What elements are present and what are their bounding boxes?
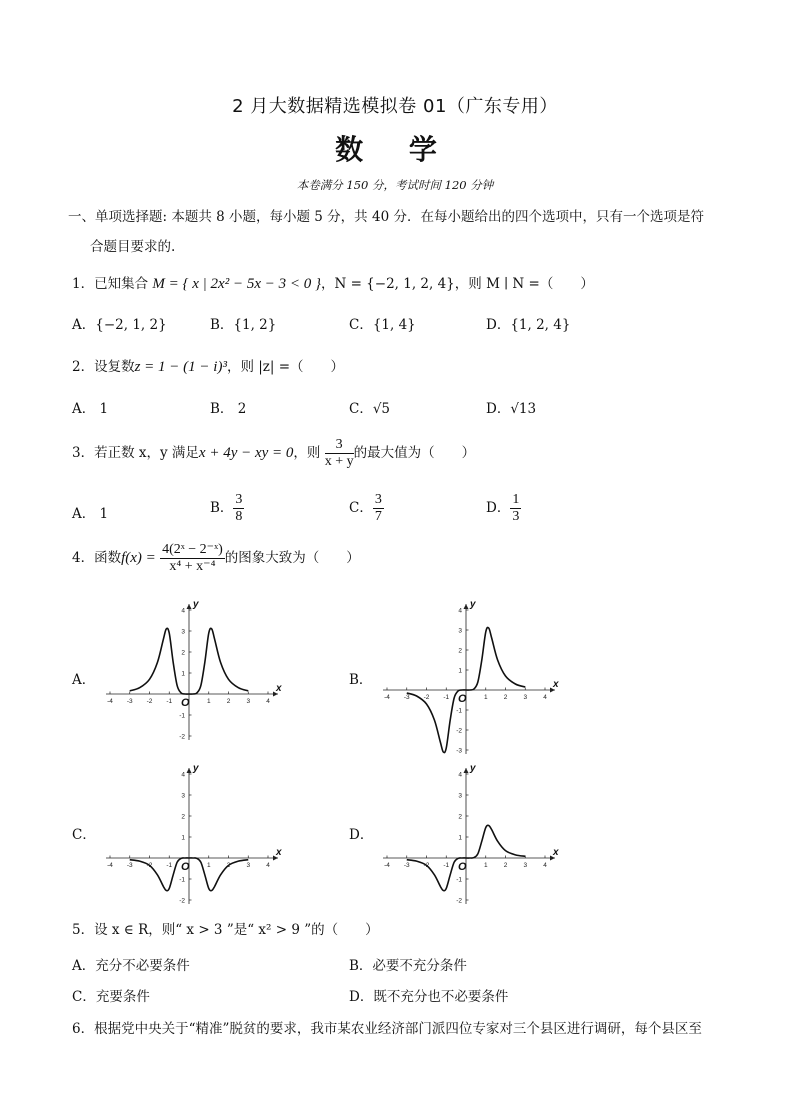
y-tick-label: -2: [456, 897, 462, 905]
x-tick-label: -2: [146, 698, 153, 705]
q3-option-b[interactable]: [210, 492, 244, 525]
q2-option-d[interactable]: D．√13: [486, 401, 537, 417]
q1-option-d[interactable]: D．{1, 2, 4}: [486, 317, 571, 333]
x-tick-label: -3: [403, 862, 410, 869]
question-4: [72, 542, 360, 575]
q4-option-c[interactable]: C．: [72, 827, 96, 843]
origin-label: O: [458, 861, 467, 873]
x-tick-label: -1: [443, 862, 450, 869]
x-tick-label: 4: [266, 698, 270, 705]
question-5: 5．设 x ∈ R，则“ x > 3 ”是“ x² > 9 ”的（ ）: [72, 922, 379, 938]
graph-b: [375, 600, 565, 762]
y-axis-arrow: [464, 768, 469, 773]
q3-b-den: 8: [235, 509, 243, 524]
section-heading-line1: 一、单项选择题: 本题共 8 小题，每小题 5 分，共 40 分．在每小题给出的四个选项中，只有一个选项是符: [68, 209, 704, 225]
x-axis-label: x: [276, 683, 282, 694]
q2-prefix: 2．设复数: [72, 359, 135, 375]
q5-option-a[interactable]: A．充分不必要条件: [72, 958, 190, 974]
y-tick-label: -2: [456, 727, 462, 735]
q2-option-b[interactable]: B． 2: [210, 401, 247, 417]
q4-den: x⁴ + x⁻⁴: [169, 559, 216, 574]
q3-fraction: [325, 437, 354, 470]
graph-d: [375, 764, 565, 912]
question-2: [72, 355, 344, 376]
y-tick-label: 4: [181, 607, 185, 615]
q3-option-c[interactable]: [349, 492, 384, 525]
q2-tail: ，则 |z| =（ ）: [226, 359, 345, 375]
x-tick-label: 4: [543, 694, 547, 701]
y-tick-label: 1: [458, 667, 462, 675]
y-tick-label: -1: [456, 707, 462, 715]
q1-set-n: ，N = {−2, 1, 2, 4}: [320, 276, 455, 292]
q4-option-b[interactable]: B．: [349, 672, 373, 688]
exam-title: 2 月大数据精选模拟卷 01（广东专用）: [232, 96, 558, 117]
q1-tail: ，则 M ∣ N =（ ）: [454, 276, 594, 292]
x-tick-label: 3: [523, 862, 528, 869]
y-tick-label: -2: [179, 733, 185, 741]
y-axis-label: y: [470, 764, 476, 774]
x-tick-label: -3: [403, 694, 410, 701]
x-tick-label: -4: [384, 694, 390, 701]
q3-condition: x + 4y − xy = 0: [198, 445, 294, 461]
x-tick-label: -2: [423, 694, 430, 701]
q3-option-d-label: D．: [486, 500, 511, 516]
x-tick-label: 2: [503, 694, 508, 701]
x-tick-label: -2: [146, 862, 153, 869]
x-tick-label: -1: [443, 694, 450, 701]
y-tick-label: 4: [458, 771, 462, 779]
x-tick-label: 1: [483, 694, 488, 701]
x-tick-label: 1: [206, 698, 211, 705]
graph-c: [98, 764, 288, 912]
q1-prefix: 1．已知集合: [72, 276, 149, 292]
q3-option-b-label: B．: [210, 500, 234, 516]
x-tick-label: 3: [523, 694, 528, 701]
q3-c-num: 3: [374, 492, 382, 507]
x-tick-label: -4: [107, 862, 113, 869]
x-tick-label: 4: [266, 862, 270, 869]
q3-prefix: 3．若正数 x，y 满足: [72, 445, 199, 461]
subject-title: 数 学: [335, 133, 455, 166]
y-tick-label: 4: [458, 607, 462, 615]
x-tick-label: 2: [226, 698, 231, 705]
y-tick-label: 4: [181, 771, 185, 779]
q3-option-c-label: C．: [349, 500, 373, 516]
y-axis-label: y: [193, 764, 199, 774]
y-tick-label: -2: [179, 897, 185, 905]
question-6: 6．根据党中央关于“精准”脱贫的要求，我市某农业经济部门派四位专家对三个县区进行调研，每个县区至: [72, 1021, 702, 1037]
q4-option-a[interactable]: A．: [72, 672, 96, 688]
x-tick-label: -4: [107, 698, 113, 705]
y-tick-label: -1: [456, 876, 462, 884]
x-tick-label: -4: [384, 862, 390, 869]
q3-option-d[interactable]: [486, 492, 521, 525]
y-tick-label: 2: [181, 813, 185, 821]
x-tick-label: 1: [483, 862, 488, 869]
q2-option-a[interactable]: A． 1: [72, 401, 109, 417]
y-tick-label: 3: [458, 792, 462, 800]
y-tick-label: 1: [181, 834, 185, 842]
q1-set-m: M = { x | 2x² − 5x − 3 < 0 }: [152, 276, 321, 292]
q1-option-c[interactable]: C．{1, 4}: [349, 317, 416, 333]
origin-label: O: [181, 861, 190, 873]
y-axis-arrow: [187, 604, 192, 609]
y-tick-label: 3: [458, 627, 462, 635]
x-tick-label: 2: [503, 862, 508, 869]
origin-label: O: [458, 693, 467, 705]
x-axis-label: x: [553, 679, 559, 690]
x-tick-label: -3: [126, 862, 133, 869]
q4-tail: 的图象大致为（ ）: [224, 550, 360, 566]
y-tick-label: -1: [179, 876, 185, 884]
x-tick-label: 2: [226, 862, 231, 869]
section-heading-line2: 合题目要求的.: [90, 239, 176, 255]
y-tick-label: 1: [458, 834, 462, 842]
q4-num: 4(2ˣ − 2⁻ˣ): [162, 542, 223, 557]
x-tick-label: -1: [166, 862, 173, 869]
y-axis-label: y: [193, 600, 199, 610]
q4-fx: f(x) =: [121, 550, 156, 566]
y-tick-label: 2: [458, 813, 462, 821]
q3-mid: ，则: [293, 445, 321, 461]
x-tick-label: -1: [166, 698, 173, 705]
x-tick-label: 1: [206, 862, 211, 869]
q1-option-a[interactable]: A．{−2, 1, 2}: [72, 317, 167, 333]
y-tick-label: -1: [179, 712, 185, 720]
q5-option-b[interactable]: B．必要不充分条件: [349, 958, 467, 974]
y-tick-label: 2: [458, 647, 462, 655]
y-tick-label: 3: [181, 792, 185, 800]
q2-option-c[interactable]: C．√5: [349, 401, 391, 417]
q1-option-b[interactable]: B．{1, 2}: [210, 317, 277, 333]
q3-c-den: 7: [374, 509, 382, 524]
y-tick-label: 3: [181, 628, 185, 636]
x-tick-label: 3: [246, 862, 251, 869]
question-3: [72, 437, 475, 470]
graph-a: [98, 600, 288, 748]
x-tick-label: 4: [543, 862, 547, 869]
y-axis-arrow: [464, 604, 469, 609]
q3-tail: 的最大值为（ ）: [353, 445, 476, 461]
q3-b-num: 3: [235, 492, 243, 507]
q4-fraction: [160, 542, 225, 575]
q3-d-den: 3: [512, 509, 520, 524]
q5-option-c[interactable]: C．充要条件: [72, 989, 150, 1005]
origin-label: O: [181, 697, 190, 709]
y-axis-arrow: [187, 768, 192, 773]
q2-expr: z = 1 − (1 − i)³: [134, 359, 227, 375]
x-tick-label: 3: [246, 698, 251, 705]
q3-num: 3: [325, 437, 354, 454]
q5-option-d[interactable]: D．既不充分也不必要条件: [349, 989, 509, 1005]
q3-d-num: 1: [512, 492, 520, 507]
q4-option-d[interactable]: D．: [349, 827, 374, 843]
x-axis-label: x: [276, 847, 282, 858]
y-tick-label: -3: [456, 747, 462, 755]
exam-info: 本卷满分 150 分，考试时间 120 分钟: [296, 178, 494, 192]
y-tick-label: 1: [181, 670, 185, 678]
x-tick-label: -2: [423, 862, 430, 869]
q3-option-a[interactable]: A． 1: [72, 506, 109, 522]
question-1: [72, 272, 594, 293]
y-axis-label: y: [470, 600, 476, 610]
q3-den: x + y: [324, 454, 354, 469]
y-tick-label: 2: [181, 649, 185, 657]
x-tick-label: -3: [126, 698, 133, 705]
q4-prefix: 4．函数: [72, 550, 122, 566]
x-axis-label: x: [553, 847, 559, 858]
